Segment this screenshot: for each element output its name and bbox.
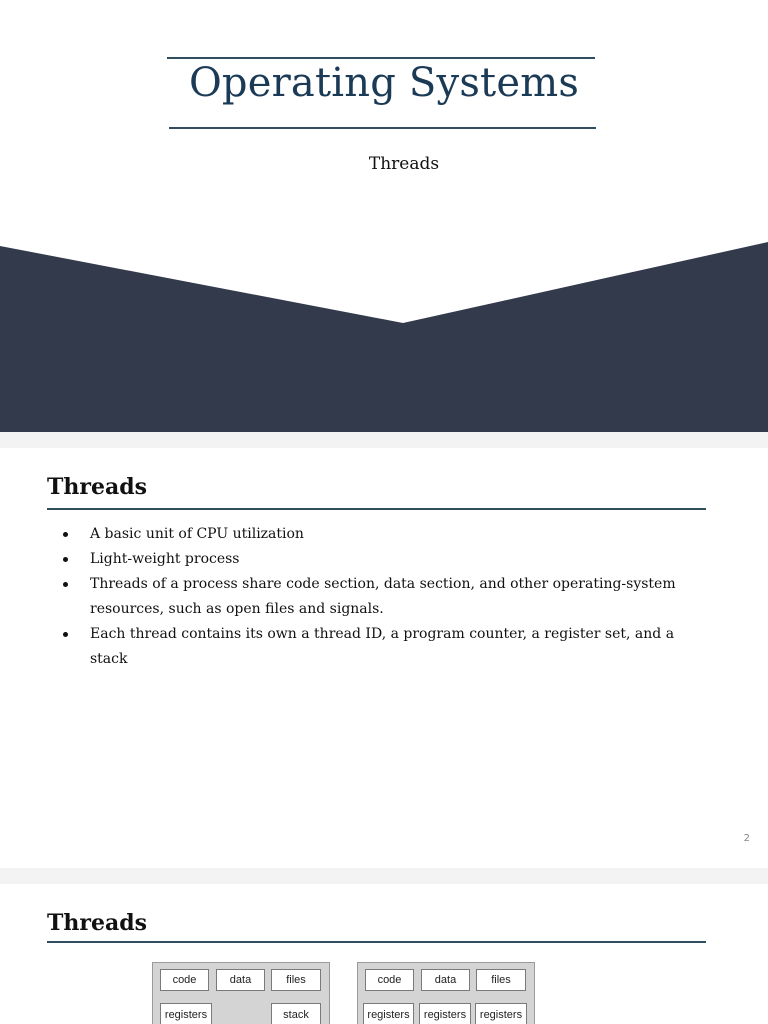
page-number: 2 <box>743 833 750 844</box>
slide-heading: Threads <box>47 474 147 500</box>
registers-box: registers <box>419 1003 471 1024</box>
data-box: data <box>216 969 265 991</box>
bullet-dot-icon <box>63 582 68 587</box>
data-box: data <box>421 969 470 991</box>
threads-diagram-slide <box>0 884 768 1024</box>
registers-box: registers <box>475 1003 527 1024</box>
code-box: code <box>160 969 209 991</box>
bullet-text: Each thread contains its own a thread ID, a program counter, a register set, and a stack <box>90 626 675 667</box>
files-box: files <box>476 969 526 991</box>
bullet-text: A basic unit of CPU utilization <box>90 526 304 542</box>
code-box: code <box>365 969 414 991</box>
multi-threaded-process-diagram <box>357 962 535 1024</box>
chevron-band-shape <box>0 242 768 432</box>
bullet-text: Light-weight process <box>90 551 240 567</box>
registers-box: registers <box>363 1003 414 1024</box>
bullet-text: Threads of a process share code section, data section, and other operating-system resources, such as open files and signals. <box>90 576 676 617</box>
title-top-rule <box>167 57 595 59</box>
bullet-item <box>58 622 698 672</box>
files-box: files <box>271 969 321 991</box>
bullet-dot-icon <box>63 532 68 537</box>
deck-title: Operating Systems <box>188 60 580 106</box>
bullet-item <box>58 572 698 622</box>
heading-rule <box>47 941 706 943</box>
title-bottom-rule <box>169 127 596 129</box>
single-threaded-process-diagram <box>152 962 330 1024</box>
bullet-list <box>58 522 698 672</box>
threads-bullet-slide <box>0 448 768 868</box>
registers-box: registers <box>160 1003 212 1024</box>
title-slide <box>0 0 768 432</box>
bullet-dot-icon <box>63 632 68 637</box>
deck-subtitle: Threads <box>368 154 440 174</box>
heading-rule <box>47 508 706 510</box>
bullet-dot-icon <box>63 557 68 562</box>
bullet-item <box>58 547 698 572</box>
chevron-band <box>0 240 768 432</box>
bullet-item <box>58 522 698 547</box>
slide-heading: Threads <box>47 910 147 936</box>
stack-box: stack <box>271 1003 321 1024</box>
